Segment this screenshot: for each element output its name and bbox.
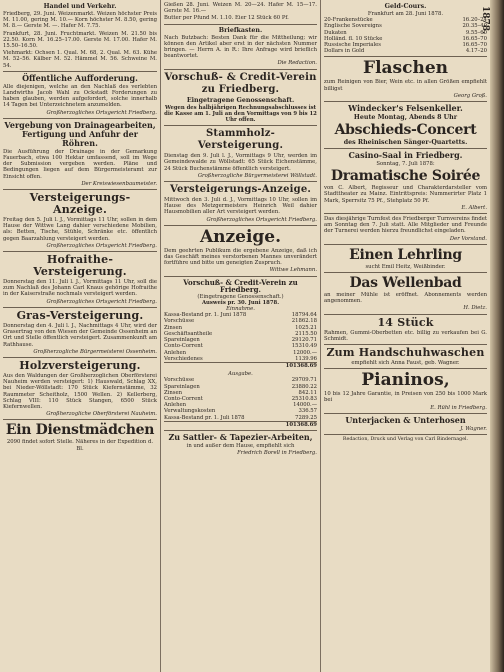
geld-value: 16.65–70 xyxy=(462,42,487,49)
section-title-gras: Gras-Versteigerung. xyxy=(16,308,144,322)
einnahme-value: 29120.71 xyxy=(291,337,317,344)
balance-heading: Ausweis pr. 30. Juni 1878. xyxy=(201,299,280,306)
divider xyxy=(3,251,157,252)
ad-title-unterjacken: Unterjacken & Unterhosen xyxy=(345,414,466,425)
section-title-handel: Handel und Verkehr. xyxy=(43,3,117,10)
section-body-briefkasten: Nach Butzbach: Besten Dank für die Mittheilung; wir können den Artikel aber erst in der nächsten Nummer bringen. — Herrn A. in R.: Ihre Anfrage wird brieflich beantwortet. xyxy=(164,34,317,60)
divider xyxy=(3,71,157,72)
ausgabe-total-row xyxy=(164,421,317,428)
ad-body-sattler: in und außer dem Hause, empfiehlt sich xyxy=(186,442,295,449)
divider xyxy=(324,434,487,435)
geld-value: 16.20–24 xyxy=(462,17,487,24)
ad-body-wellenbad: an meiner Mühle ist eröffnet. Abonnements werden angenommen. xyxy=(324,292,487,305)
geld-value: 4.17–20 xyxy=(465,48,487,55)
section-title-hofraithe: Hofraithe-Versteigerung. xyxy=(33,253,127,279)
ad-body-piano: 10 bis 12 Jahre Garantie, in Preisen von 250 bis 1000 Mark bei xyxy=(324,391,487,404)
ausgabe-label: Kassa-Bestand pr. 1. Juli 1878 xyxy=(164,414,245,421)
market-line-1: Friedberg, 29. Juni. Weizenmarkt. Weizen höchster Preis M. 11.00, gering M. 10.— Korn höchster M. 8.50, gering M. 8.— Gerste M. —. Hafer M. 7.75. xyxy=(3,11,157,30)
einnahme-label: Conto-Corrent xyxy=(164,343,203,350)
section-signature-versteigerung-2: Großherzogliches Ortsgericht Friedberg. xyxy=(206,216,317,223)
section-signature-drainage: Der Kreiswiesenbaumeister. xyxy=(81,180,157,187)
ad-title-soiree: Dramatische Soirée xyxy=(330,168,481,185)
geld-value: 20.35–40 xyxy=(462,23,487,30)
divider xyxy=(164,276,317,277)
ad-title-lehrling: Einen Lehrling xyxy=(349,246,462,263)
balance-subtitle: (Eingetragene Genossenschaft.) xyxy=(197,293,284,300)
divider xyxy=(3,357,157,358)
section-signature-hofraithe: Großherzogliches Ortsgericht Friedberg. xyxy=(46,298,157,305)
ad-signature-flaschen: Georg Groß. xyxy=(453,92,487,99)
einnahme-value: 2115.50 xyxy=(295,330,317,337)
section-title-drainage: Vergebung von Drainagearbeiten, Fertigung und Anfuhr der Röhren. xyxy=(4,119,156,148)
ad-body-vorschuss: Wegen des halbjährigen Rechnungsabschlusses ist die Kasse am 1. Juli an den Vormittags von 9 bis 12 Uhr offen. xyxy=(164,104,317,124)
geld-value: 16.65–70 xyxy=(462,35,487,42)
ad-title-vorschuss: Vorschuß- & Credit-Verein zu Friedberg. xyxy=(164,71,317,95)
market-line-butter: Butter per Pfund M. 1.10. Eier 12 Stück 60 Pf. xyxy=(164,15,289,22)
section-body-hofraithe: Donnerstag den 11. Juli l. J., Vormittags 11 Uhr, soll die zum Nachlaß des Johann Carl Knaus gehörige Hofraithe in der Kaiserstraße nochmals versteigert werden. xyxy=(3,279,157,298)
divider xyxy=(164,125,317,126)
einnahme-title: Einnahme. xyxy=(226,306,255,313)
section-body-holz: Aus den Waldungen der Großherzoglichen Oberförsterei Nauheim werden versteigert: 1) Hauswald, Schlag XX, bei Nieder-Wöllstadt: 170 Stück Kiefernstämme, 32 Raummeter Scheitholz, 1500 Wellen. 2) Kellerberg, Schlag VIII: 110 Stück Stangen, 6500 Stück Kiefernwellen. xyxy=(3,372,157,410)
ausgabe-value: 14000.— xyxy=(293,402,317,409)
einnahme-value: 21862.18 xyxy=(291,318,317,325)
ad-signature-soiree: E. Albert. xyxy=(461,204,487,211)
ad-signature-piano: E. Rühl in Friedberg. xyxy=(430,404,487,411)
einnahme-table xyxy=(164,312,317,362)
einnahme-label: Spareinlagen xyxy=(164,337,200,344)
ad-subtitle-abschied: des Rheinischen Sänger-Quartetts. xyxy=(343,139,468,147)
section-title-stammholz: Stammholz-Versteigerung. xyxy=(197,128,284,152)
einnahme-value: 1139.96 xyxy=(295,355,317,362)
divider xyxy=(324,368,487,369)
notice-body-turnfest: Das diesjährige Turnfest des Friedberger Turnvereins findet am Sonntag den 7. Juli statt. Alle Mitglieder und Freunde der Turnerei werden hierzu freundlichst eingeladen. xyxy=(324,216,487,235)
column-left xyxy=(0,0,160,672)
section-signature-briefkasten: Die Redaction. xyxy=(277,60,317,67)
section-signature-aufforderung: Großherzogliches Ortsgericht Friedberg. xyxy=(46,109,157,116)
einnahme-label: Kassa-Bestand pr. 1. Juni 1878 xyxy=(164,312,247,319)
ausgabe-label: Zinsen xyxy=(164,389,183,396)
ausgabe-title: Ausgabe. xyxy=(228,371,253,378)
ad-time-felsenkeller: Heute Montag, Abends 8 Uhr xyxy=(353,114,458,122)
ad-body-handschuh: empfiehlt sich Anna Faust, geb. Wagner. xyxy=(351,360,460,367)
section-signature-versteigerung: Großherzogliches Ortsgericht Friedberg. xyxy=(46,242,157,249)
einnahme-total-value: 101368.69 xyxy=(285,362,317,369)
ausgabe-value: 7289.25 xyxy=(295,414,317,421)
section-title-aufforderung: Öffentliche Aufforderung. xyxy=(22,72,138,83)
ad-title-handschuh: Zum Handschuhwaschen xyxy=(326,346,485,360)
ausgabe-label: Verwaltungskosten xyxy=(164,408,216,415)
geld-label: Holländ. fl. 10 Stücke xyxy=(324,35,383,42)
ad-body-dienstmaedchen: 2090 findet sofort Stelle. Näheres in der Expedition d. Bl. xyxy=(6,439,154,452)
ausgabe-label: Conto-Corrent xyxy=(164,395,203,402)
ad-title-wellenbad: Das Wellenbad xyxy=(349,275,462,292)
section-signature-stammholz: Großherzogliche Bürgermeisterei Wöllstadt. xyxy=(197,172,317,179)
ad-signature-unterjacken: J. Wagner. xyxy=(460,425,487,432)
ausgabe-value: 25310.83 xyxy=(291,395,317,402)
einnahme-total-row xyxy=(164,362,317,369)
section-subtitle-geld: Frankfurt am 28. Juni 1878. xyxy=(367,11,444,17)
ausgabe-value: 29709.71 xyxy=(291,377,317,384)
geld-table xyxy=(324,17,487,54)
section-body-versteigerung: Freitag den 5. Juli l. J., Vormittags 11 Uhr, sollen in dem Hause der Wittwe Lang dahier verschiedene Mobilien, als: Betten, Tische, Stühle, Schränke etc. öffentlich gegen Baarzahlung versteigert werden. xyxy=(3,217,157,242)
geld-row xyxy=(324,48,487,54)
page-edge xyxy=(490,0,504,672)
ad-signature-sattler: Friedrich Borell in Friedberg. xyxy=(237,450,317,457)
geld-label: Dollars in Gold xyxy=(324,48,365,55)
ad-body-flaschen: zum Reinigen von Bier, Wein etc. in allen Größen empfiehlt billigst xyxy=(324,79,487,92)
section-title-briefkasten: Briefkasten. xyxy=(218,26,263,34)
ad-title-flaschen: Flaschen xyxy=(363,58,448,79)
einnahme-label: Zinsen xyxy=(164,324,183,331)
divider xyxy=(3,419,157,420)
divider xyxy=(164,24,317,25)
ad-subtitle-vorschuss: Eingetragene Genossenschaft. xyxy=(186,96,295,104)
einnahme-label: Verschiedenes xyxy=(164,355,203,362)
column-right xyxy=(320,0,490,672)
einnahme-label: Geschäftsantheile xyxy=(164,330,213,337)
section-body-gras: Donnerstag den 4. Juli l. J., Nachmittags 4 Uhr, wird der Grasertrag von den Wiesen der Gemeinde Ossenheim an Ort und Stelle öffentlich versteigert. Zusammenkunft am Rathhause. xyxy=(3,322,157,348)
einnahme-label: Anlehen xyxy=(164,349,187,356)
einnahme-label: Vorschüsse xyxy=(164,318,195,325)
ad-title-dienstmaedchen: Ein Dienstmädchen xyxy=(5,422,155,439)
ausgabe-label: Anlehen xyxy=(164,402,187,409)
section-title-versteigerung: Versteigerungs-Anzeige. xyxy=(29,191,131,217)
market-line-2: Frankfurt, 28. Juni. Fruchtmarkt. Weizen M. 21.50 bis 22.50. Korn M. 16.25–17.00. Gerste M. 17.00. Hafer M. 15.50–16.50. xyxy=(3,30,157,50)
einnahme-value: 15310.49 xyxy=(291,343,317,350)
ausgabe-table xyxy=(164,377,317,420)
section-signature-gras: Großherzogliche Bürgermeisterei Ossenheim. xyxy=(33,348,157,355)
divider xyxy=(324,148,487,149)
geld-label: Englische Sovereigns xyxy=(324,23,382,30)
divider xyxy=(324,314,487,315)
section-body-versteigerung-2: Mittwoch den 3. Juli d. J., Vormittags 10 Uhr, sollen im Hause des Metzgermeisters Heinrich Weil dahier Hausmobilien aller Art versteigert werden. xyxy=(164,197,317,216)
section-body-drainage: Die Ausführung der Drainage in der Gemarkung Fauerbach, etwa 100 Hektar umfassend, soll im Wege der Submission vergeben werden. Pläne und Bedingungen liegen auf dem Bürgermeisteramt zur Einsicht offen. xyxy=(3,148,157,180)
section-title-versteigerung-2: Versteigerungs-Anzeige. xyxy=(169,184,312,196)
geld-label: Russische Imperiales xyxy=(324,42,382,49)
ad-body-soiree: von C. Albert, Regisseur und Charakterdarsteller vom Stadttheater zu Mainz. Eintrittspreis: Nummerirter Platz 1 Mark, Sperrsitz 75 Pf., Stehplatz 50 Pf. xyxy=(324,185,487,204)
ad-body-anzeige: Dem geehrten Publikum die ergebene Anzeige, daß ich das Geschäft meines verstorbenen Mannes unverändert fortführe und bitte um geneigten Zuspruch. xyxy=(164,247,317,267)
ausgabe-row xyxy=(164,415,317,421)
ad-title-piano: Pianinos, xyxy=(361,370,450,391)
divider xyxy=(324,213,487,214)
ausgabe-total-value: 101368.69 xyxy=(285,421,317,428)
ad-title-sattler: Zu Sattler- & Tapezier-Arbeiten, xyxy=(168,431,313,442)
ad-title-felsenkeller: Windecker's Felsenkeller. xyxy=(348,103,463,114)
einnahme-value: 18794.64 xyxy=(291,312,317,319)
ad-title-abschied: Abschieds-Concert xyxy=(334,122,477,139)
divider xyxy=(164,430,317,431)
ad-date-casino: Sonntag, 7. Juli 1878: xyxy=(376,161,435,168)
einnahme-total-label xyxy=(164,363,279,369)
market-line-giessen: Gießen 28. Juni. Weizen M. 20—24. Hafer M. 15—17. Gerste M. 16.— xyxy=(164,2,317,15)
section-title-holz: Holzversteigerung. xyxy=(19,358,141,372)
einnahme-row xyxy=(164,356,317,362)
ausgabe-label: Spareinlagen xyxy=(164,383,200,390)
ausgabe-value: 842.11 xyxy=(298,389,317,396)
divider xyxy=(164,225,317,226)
einnahme-value: 1025.21 xyxy=(295,324,317,331)
year-label: 1878. xyxy=(480,6,490,35)
ad-title-stueck: 14 Stück xyxy=(377,315,434,329)
geld-value: 9.55–60 xyxy=(465,29,487,36)
divider xyxy=(3,307,157,308)
section-body-aufforderung: Alle diejenigen, welche an den Nachlaß des verlebten Landwirths Jacob Wahl zu Ockstadt Forderungen zu haben glauben, werden aufgefordert, solche innerhalb 14 Tagen bei Unterzeichnetem anzumelden. xyxy=(3,83,157,109)
divider xyxy=(324,344,487,345)
ausgabe-value: 336.57 xyxy=(298,408,317,415)
ad-body-lehrling: sucht Emil Heitz, Weißbinder. xyxy=(365,263,446,270)
ad-signature-anzeige: Wittwe Lehmann. xyxy=(269,267,317,274)
divider xyxy=(324,244,487,245)
divider xyxy=(324,413,487,414)
ad-title-casino: Casino-Saal in Friedberg. xyxy=(348,150,463,161)
imprint: Redaction, Druck und Verlag von Carl Bindernagel. xyxy=(342,437,469,443)
divider xyxy=(324,101,487,102)
geld-label: Dukaten xyxy=(324,29,347,36)
balance-title: Vorschuß- & Credit-Verein zu Friedberg. xyxy=(183,277,298,294)
ausgabe-value: 23880.22 xyxy=(291,383,317,390)
ausgabe-total-label xyxy=(164,422,279,428)
ausgabe-label: Vorschüsse xyxy=(164,377,195,384)
ad-title-anzeige: Anzeige. xyxy=(199,226,282,247)
section-signature-holz: Großherzogliche Oberförsterei Nauheim. xyxy=(46,411,157,418)
divider xyxy=(324,56,487,57)
einnahme-value: 12000.— xyxy=(293,349,317,356)
notice-signature-turnfest: Der Vorstand. xyxy=(449,235,487,242)
divider xyxy=(3,118,157,119)
ad-signature-wellenbad: H. Dietz. xyxy=(463,305,487,312)
divider xyxy=(3,189,157,190)
ad-body-stueck: Rahmen, Gummi-Oberbetten etc. billig zu verkaufen bei G. Schmidt. xyxy=(324,329,487,342)
divider xyxy=(164,69,317,70)
section-title-geld: Geld-Cours. xyxy=(384,3,427,10)
column-middle xyxy=(160,0,320,672)
divider xyxy=(324,272,487,273)
divider xyxy=(164,181,317,182)
market-line-3: Viehmarkt: Ochsen 1. Qual. M. 68, 2. Qual. M. 63. Kühe M. 52–56. Kälber M. 52. Hämmel M. 56. Schweine M. 54. xyxy=(3,50,157,69)
geld-label: 20-Frankenstücke xyxy=(324,17,373,24)
section-body-stammholz: Dienstag den 9. Juli l. J., Vormittags 9 Uhr, werden im Gemeindewalde zu Wöllstadt: 65 Stück Eichenstämme, 24 Stück Buchenstämme öffentlich versteigert. xyxy=(164,153,317,172)
